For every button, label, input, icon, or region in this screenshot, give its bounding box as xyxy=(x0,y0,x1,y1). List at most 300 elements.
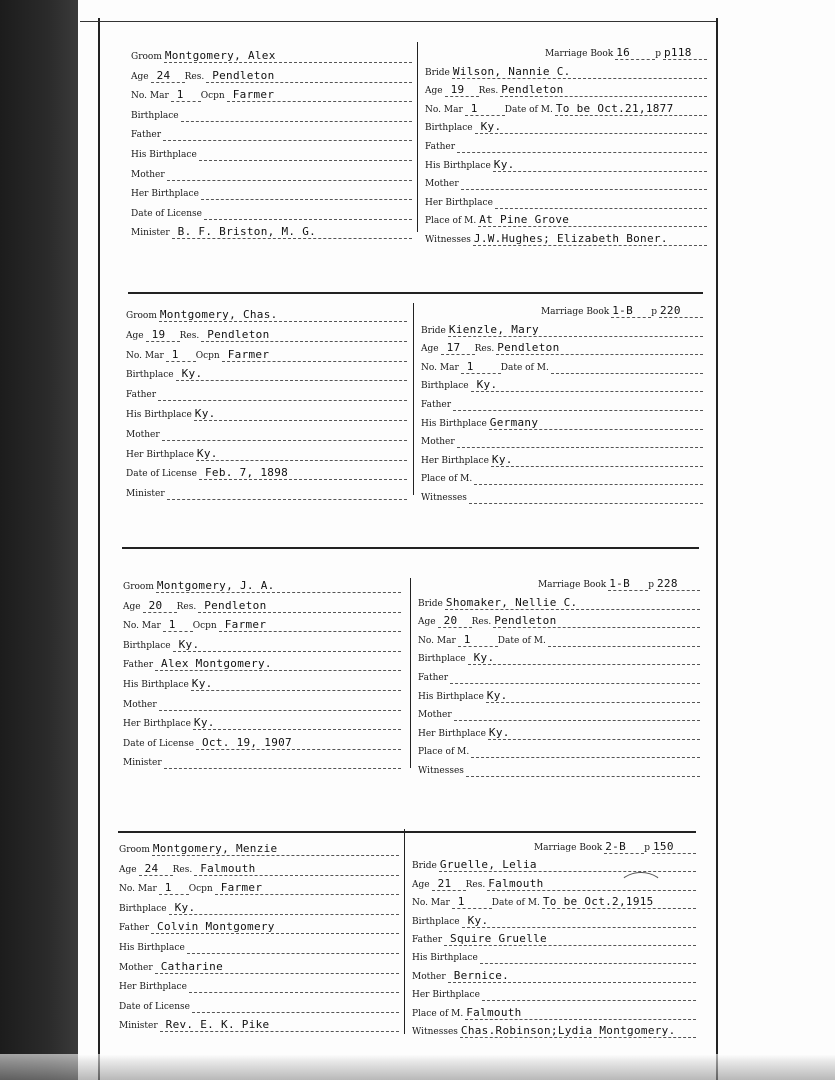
form-row xyxy=(119,958,399,974)
groom-birthplace-line xyxy=(169,899,399,915)
column-divider xyxy=(417,42,418,232)
form-row xyxy=(425,81,707,97)
bride-residence-line xyxy=(500,81,707,97)
place-of-m-label: Place of M. xyxy=(425,216,477,227)
form-row xyxy=(412,948,696,964)
date-of-license-label: Date of License xyxy=(131,208,202,219)
her-birthplace-label: Her Birthplace xyxy=(418,728,486,739)
marriage-book-label: Marriage Book xyxy=(533,843,603,853)
form-row xyxy=(123,734,401,750)
father-label: Father xyxy=(126,390,157,401)
groom-mother-birthplace-line xyxy=(189,977,399,993)
bride-times-married: 1 xyxy=(470,101,478,115)
bride-mother-birthplace-line xyxy=(488,724,700,740)
his-birthplace-label: His Birthplace xyxy=(418,691,484,702)
bride-birthplace: Ky. xyxy=(467,913,489,927)
groom-father-line xyxy=(163,125,412,141)
groom-father-line xyxy=(155,655,401,671)
record-separator xyxy=(122,547,699,549)
witnesses-names-line xyxy=(473,230,707,246)
form-row xyxy=(421,451,703,467)
groom-father-line xyxy=(158,385,407,401)
date-of-license-label: Date of License xyxy=(126,469,197,480)
mother-label: Mother xyxy=(425,179,459,190)
groom-name-line xyxy=(156,577,401,593)
marriage-place-line xyxy=(471,742,700,758)
form-row xyxy=(123,675,401,691)
groom-birthplace-line xyxy=(181,106,412,122)
mother-label: Mother xyxy=(123,699,157,710)
scan-bottom-shadow xyxy=(0,1054,835,1080)
res-label: Res. xyxy=(465,879,486,890)
age-label: Age xyxy=(421,344,439,355)
groom-residence-line xyxy=(194,860,399,876)
no-mar-label: No. Mar xyxy=(123,621,161,632)
minister-label: Minister xyxy=(126,489,165,500)
marriage-place-line xyxy=(478,211,707,227)
form-row xyxy=(412,838,696,854)
form-row xyxy=(418,594,700,610)
bride-father-birthplace-line xyxy=(480,948,696,964)
form-row xyxy=(412,985,696,1001)
groom-times-married: 1 xyxy=(168,618,176,632)
no-mar-label: No. Mar xyxy=(131,91,169,102)
page-top-edge xyxy=(80,21,716,22)
ocpn-label: Ocpn xyxy=(195,350,220,361)
age-label: Age xyxy=(412,879,430,890)
age-label: Age xyxy=(126,330,144,341)
license-date: Feb. 7, 1898 xyxy=(204,466,289,480)
groom-age: 20 xyxy=(148,598,163,612)
marriage-book-number: 16 xyxy=(616,46,631,59)
form-row xyxy=(131,86,412,102)
form-row xyxy=(425,44,707,60)
date-of-m-label: Date of M. xyxy=(491,898,540,909)
marriage-book-label: Marriage Book xyxy=(544,49,614,59)
bride-mother-line xyxy=(457,432,703,448)
mother-label: Mother xyxy=(412,971,446,982)
license-date-line xyxy=(204,204,412,220)
form-row xyxy=(421,358,703,374)
marriage-book-page: 220 xyxy=(660,304,681,317)
minister-name-line xyxy=(164,753,401,769)
groom-occupation-line xyxy=(215,879,399,895)
form-row xyxy=(418,705,700,721)
birthplace-label: Birthplace xyxy=(421,381,469,392)
minister-name-line xyxy=(172,223,412,239)
groom-mother-birthplace: Ky. xyxy=(196,446,218,460)
groom-mother-birthplace-line xyxy=(193,714,401,730)
bride-residence: Falmouth xyxy=(488,876,544,890)
bride-mother-line xyxy=(448,967,696,983)
bride-mother-birthplace-line xyxy=(482,985,696,1001)
witnesses-names: Chas.Robinson;Lydia Montgomery. xyxy=(460,1024,676,1037)
bride-birthplace-line xyxy=(462,912,696,928)
form-row xyxy=(425,174,707,190)
his-birthplace-label: His Birthplace xyxy=(421,418,487,429)
form-row xyxy=(418,649,700,665)
place-of-m-label: Place of M. xyxy=(421,474,473,485)
bride-father-birthplace: Germany xyxy=(489,415,539,429)
groom-name: Montgomery, J. A. xyxy=(156,579,275,592)
groom-times-married: 1 xyxy=(176,88,184,102)
father-label: Father xyxy=(412,935,443,945)
minister-name: B. F. Briston, M. G. xyxy=(177,225,317,239)
bride-times-married-line xyxy=(452,893,492,909)
groom-occupation-line xyxy=(219,616,401,632)
form-row xyxy=(131,67,412,83)
groom-mother-line xyxy=(159,695,401,711)
bride-father-birthplace-line xyxy=(493,156,707,172)
form-row xyxy=(418,631,700,647)
marriage-date-line xyxy=(548,631,700,647)
bride-times-married: 1 xyxy=(457,895,465,909)
bride-age: 17 xyxy=(446,341,461,355)
groom-name-line xyxy=(152,840,399,856)
marriage-place: Falmouth xyxy=(466,1005,522,1019)
marriage-book-page-line xyxy=(652,838,696,854)
bride-residence: Pendleton xyxy=(501,83,564,97)
p-label: p xyxy=(651,307,657,317)
birthplace-label: Birthplace xyxy=(131,110,179,121)
form-row xyxy=(126,445,407,461)
column-divider xyxy=(404,829,405,1034)
her-birthplace-label: Her Birthplace xyxy=(412,990,480,1001)
form-row xyxy=(123,714,401,730)
marriage-book-number: 2-B xyxy=(605,840,627,853)
minister-label: Minister xyxy=(123,758,162,769)
groom-mother-birthplace-line xyxy=(201,184,412,200)
res-label: Res. xyxy=(172,864,193,875)
bride-name: Gruelle, Lelia xyxy=(439,858,537,872)
form-row xyxy=(126,385,407,401)
form-row xyxy=(425,193,707,209)
form-row xyxy=(119,977,399,993)
place-of-m-label: Place of M. xyxy=(418,747,470,758)
groom-father: Colvin Montgomery xyxy=(157,920,275,934)
form-row xyxy=(131,106,412,122)
bride-age-line xyxy=(432,875,466,891)
groom-age: 19 xyxy=(151,327,166,341)
groom-father-line xyxy=(151,918,399,934)
bride-name: Wilson, Nannie C. xyxy=(452,64,571,78)
res-label: Res. xyxy=(474,344,495,355)
bride-age-line xyxy=(441,339,475,355)
bride-father-birthplace-line xyxy=(486,687,700,703)
form-row xyxy=(123,616,401,632)
bride-father-birthplace: Ky. xyxy=(486,688,508,702)
marriage-book-number-line xyxy=(608,575,648,591)
father-label: Father xyxy=(421,400,452,410)
groom-name: Montgomery, Chas. xyxy=(159,308,278,321)
ocpn-label: Ocpn xyxy=(188,884,213,895)
bride-birthplace: Ky. xyxy=(473,651,495,665)
bride-name-line xyxy=(448,321,703,337)
record-separator xyxy=(118,831,696,833)
groom-birthplace-line xyxy=(173,636,401,652)
marriage-date: To be Oct.21,1877 xyxy=(555,101,674,115)
marriage-place: At Pine Grove xyxy=(479,213,570,227)
form-row xyxy=(119,899,399,915)
bride-label: Bride xyxy=(418,598,443,609)
form-row xyxy=(126,365,407,381)
bride-times-married-line xyxy=(458,631,498,647)
bride-times-married-line xyxy=(465,100,505,116)
groom-age-line xyxy=(139,860,173,876)
bride-mother-birthplace: Ky. xyxy=(491,452,513,466)
groom-birthplace: Ky. xyxy=(178,637,200,651)
groom-times-married: 1 xyxy=(164,881,172,895)
groom-age: 24 xyxy=(144,861,159,875)
groom-mother: Catharine xyxy=(160,959,223,973)
form-row xyxy=(119,997,399,1013)
her-birthplace-label: Her Birthplace xyxy=(123,719,191,730)
form-row xyxy=(131,204,412,220)
groom-age-line xyxy=(146,326,180,342)
birthplace-label: Birthplace xyxy=(425,123,473,134)
marriage-book-page-line xyxy=(659,302,703,318)
bride-father: Squire Gruelle xyxy=(450,932,547,945)
her-birthplace-label: Her Birthplace xyxy=(425,197,493,208)
witnesses-names: J.W.Hughes; Elizabeth Boner. xyxy=(473,232,668,245)
bride-residence-line xyxy=(487,875,696,891)
groom-times-married-line xyxy=(159,879,189,895)
form-row xyxy=(421,432,703,448)
groom-times-married-line xyxy=(166,346,196,362)
form-row xyxy=(421,321,703,337)
page-left-border xyxy=(98,18,100,1080)
groom-residence: Pendleton xyxy=(204,598,267,612)
marriage-book-number: 1-B xyxy=(612,304,634,317)
minister-name-line xyxy=(167,484,407,500)
form-row xyxy=(412,912,696,928)
marriage-book-label: Marriage Book xyxy=(537,580,607,590)
form-row xyxy=(126,425,407,441)
groom-father-birthplace-line xyxy=(199,145,412,161)
bride-age: 19 xyxy=(450,83,465,97)
bride-father-birthplace-line xyxy=(489,414,703,430)
bride-father-birthplace: Ky. xyxy=(493,157,515,171)
no-mar-label: No. Mar xyxy=(425,104,463,115)
license-date-line xyxy=(199,464,407,480)
bride-birthplace-line xyxy=(471,376,703,392)
groom-occupation: Farmer xyxy=(220,881,263,895)
groom-residence-line xyxy=(201,326,407,342)
pen-scribble xyxy=(618,872,664,904)
form-row xyxy=(425,137,707,153)
bride-times-married-line xyxy=(461,358,501,374)
groom-father-birthplace-line xyxy=(191,675,401,691)
witnesses-names-line xyxy=(469,488,703,504)
bride-age: 21 xyxy=(437,876,452,890)
witnesses-label: Witnesses xyxy=(421,493,467,503)
groom-age-line xyxy=(151,67,185,83)
groom-times-married: 1 xyxy=(171,347,179,361)
groom-birthplace-line xyxy=(176,365,407,381)
form-row xyxy=(418,612,700,628)
form-row xyxy=(421,376,703,392)
scan-dark-margin xyxy=(0,0,78,1080)
record-separator xyxy=(128,292,703,294)
marriage-book-label: Marriage Book xyxy=(540,307,610,317)
form-row xyxy=(412,930,696,946)
license-date: Oct. 19, 1907 xyxy=(201,735,292,749)
groom-label: Groom xyxy=(119,845,150,855)
bride-age: 20 xyxy=(443,614,458,628)
bride-father-line xyxy=(457,137,707,153)
date-of-m-label: Date of M. xyxy=(500,362,549,373)
birthplace-label: Birthplace xyxy=(412,916,460,927)
mother-label: Mother xyxy=(131,169,165,180)
groom-name-line xyxy=(159,306,407,322)
bride-residence-line xyxy=(493,612,700,628)
form-row xyxy=(119,1016,399,1032)
father-label: Father xyxy=(418,673,449,683)
form-row xyxy=(421,395,703,411)
form-row xyxy=(126,346,407,362)
age-label: Age xyxy=(131,71,149,82)
groom-residence-line xyxy=(206,67,412,83)
father-label: Father xyxy=(119,923,150,934)
mother-label: Mother xyxy=(418,710,452,721)
form-row xyxy=(131,145,412,161)
bride-times-married: 1 xyxy=(463,632,471,646)
bride-residence: Pendleton xyxy=(497,341,560,355)
groom-residence-line xyxy=(198,597,401,613)
groom-name: Montgomery, Alex xyxy=(164,49,276,62)
birthplace-label: Birthplace xyxy=(119,903,167,914)
form-row xyxy=(123,597,401,613)
groom-mother-line xyxy=(167,165,412,181)
groom-birthplace: Ky. xyxy=(181,367,203,381)
bride-name: Kienzle, Mary xyxy=(448,322,539,336)
witnesses-names-line xyxy=(466,761,700,777)
column-divider xyxy=(413,303,414,495)
form-row xyxy=(126,326,407,342)
marriage-date-line xyxy=(542,893,696,909)
bride-name-line xyxy=(445,594,700,610)
res-label: Res. xyxy=(478,86,499,97)
groom-label: Groom xyxy=(123,582,154,592)
p-label: p xyxy=(644,843,650,853)
groom-label: Groom xyxy=(126,311,157,321)
groom-mother-birthplace: Ky. xyxy=(193,716,215,730)
bride-mother-line xyxy=(454,705,700,721)
form-row xyxy=(126,405,407,421)
marriage-place-line xyxy=(465,1004,696,1020)
date-of-m-label: Date of M. xyxy=(504,104,553,115)
marriage-date-line xyxy=(555,100,707,116)
witnesses-label: Witnesses xyxy=(412,1027,458,1037)
age-label: Age xyxy=(418,617,436,628)
bride-label: Bride xyxy=(425,67,450,78)
age-label: Age xyxy=(425,86,443,97)
form-row xyxy=(425,230,707,246)
column-divider xyxy=(410,578,411,768)
groom-name: Montgomery, Menzie xyxy=(152,842,278,855)
form-row xyxy=(418,761,700,777)
date-of-m-label: Date of M. xyxy=(497,635,546,646)
form-row xyxy=(412,856,696,872)
birthplace-label: Birthplace xyxy=(123,640,171,651)
mother-label: Mother xyxy=(421,437,455,448)
form-row xyxy=(412,967,696,983)
his-birthplace-label: His Birthplace xyxy=(425,160,491,171)
form-row xyxy=(119,860,399,876)
bride-mother: Bernice. xyxy=(453,968,510,982)
marriage-book-page-line xyxy=(656,575,700,591)
form-row xyxy=(418,724,700,740)
her-birthplace-label: Her Birthplace xyxy=(119,982,187,993)
bride-birthplace: Ky. xyxy=(476,378,498,392)
form-row xyxy=(131,165,412,181)
form-row xyxy=(418,575,700,591)
groom-father: Alex Montgomery. xyxy=(161,657,272,671)
no-mar-label: No. Mar xyxy=(412,898,450,909)
bride-mother-birthplace: Ky. xyxy=(488,725,510,739)
groom-occupation-line xyxy=(222,346,407,362)
form-row xyxy=(418,742,700,758)
minister-name-line xyxy=(160,1016,399,1032)
marriage-book-page: 150 xyxy=(653,840,674,853)
license-date-line xyxy=(192,997,399,1013)
groom-times-married-line xyxy=(171,86,201,102)
groom-residence: Falmouth xyxy=(200,861,256,875)
groom-times-married-line xyxy=(163,616,193,632)
minister-label: Minister xyxy=(131,228,170,239)
form-row xyxy=(119,840,399,856)
her-birthplace-label: Her Birthplace xyxy=(131,189,199,200)
form-row xyxy=(126,464,407,480)
bride-mother-birthplace-line xyxy=(491,451,703,467)
his-birthplace-label: His Birthplace xyxy=(131,150,197,160)
bride-father-line xyxy=(444,930,696,946)
marriage-date: To be Oct.2,1915 xyxy=(542,895,654,909)
age-label: Age xyxy=(119,864,137,875)
marriage-date-line xyxy=(551,358,703,374)
form-row xyxy=(119,918,399,934)
form-row xyxy=(131,125,412,141)
father-label: Father xyxy=(131,130,162,141)
form-row xyxy=(412,1004,696,1020)
groom-name-line xyxy=(164,47,412,63)
page-right-border xyxy=(716,18,718,1080)
groom-age-line xyxy=(143,597,177,613)
form-row xyxy=(421,302,703,318)
p-label: p xyxy=(648,580,654,590)
his-birthplace-label: His Birthplace xyxy=(126,410,192,420)
form-row xyxy=(123,636,401,652)
form-row xyxy=(119,879,399,895)
form-row xyxy=(425,211,707,227)
res-label: Res. xyxy=(184,71,205,82)
date-of-license-label: Date of License xyxy=(123,738,194,749)
form-row xyxy=(131,223,412,239)
license-date-line xyxy=(196,734,401,750)
bride-times-married: 1 xyxy=(466,359,474,373)
form-row xyxy=(123,577,401,593)
groom-label: Groom xyxy=(131,52,162,62)
his-birthplace-label: His Birthplace xyxy=(412,953,478,964)
res-label: Res. xyxy=(179,330,200,341)
form-row xyxy=(119,938,399,954)
form-row xyxy=(412,1022,696,1038)
marriage-book-number-line xyxy=(604,838,644,854)
groom-mother-line xyxy=(162,425,407,441)
groom-residence: Pendleton xyxy=(212,68,275,82)
bride-name-line xyxy=(439,856,696,872)
form-row xyxy=(425,63,707,79)
